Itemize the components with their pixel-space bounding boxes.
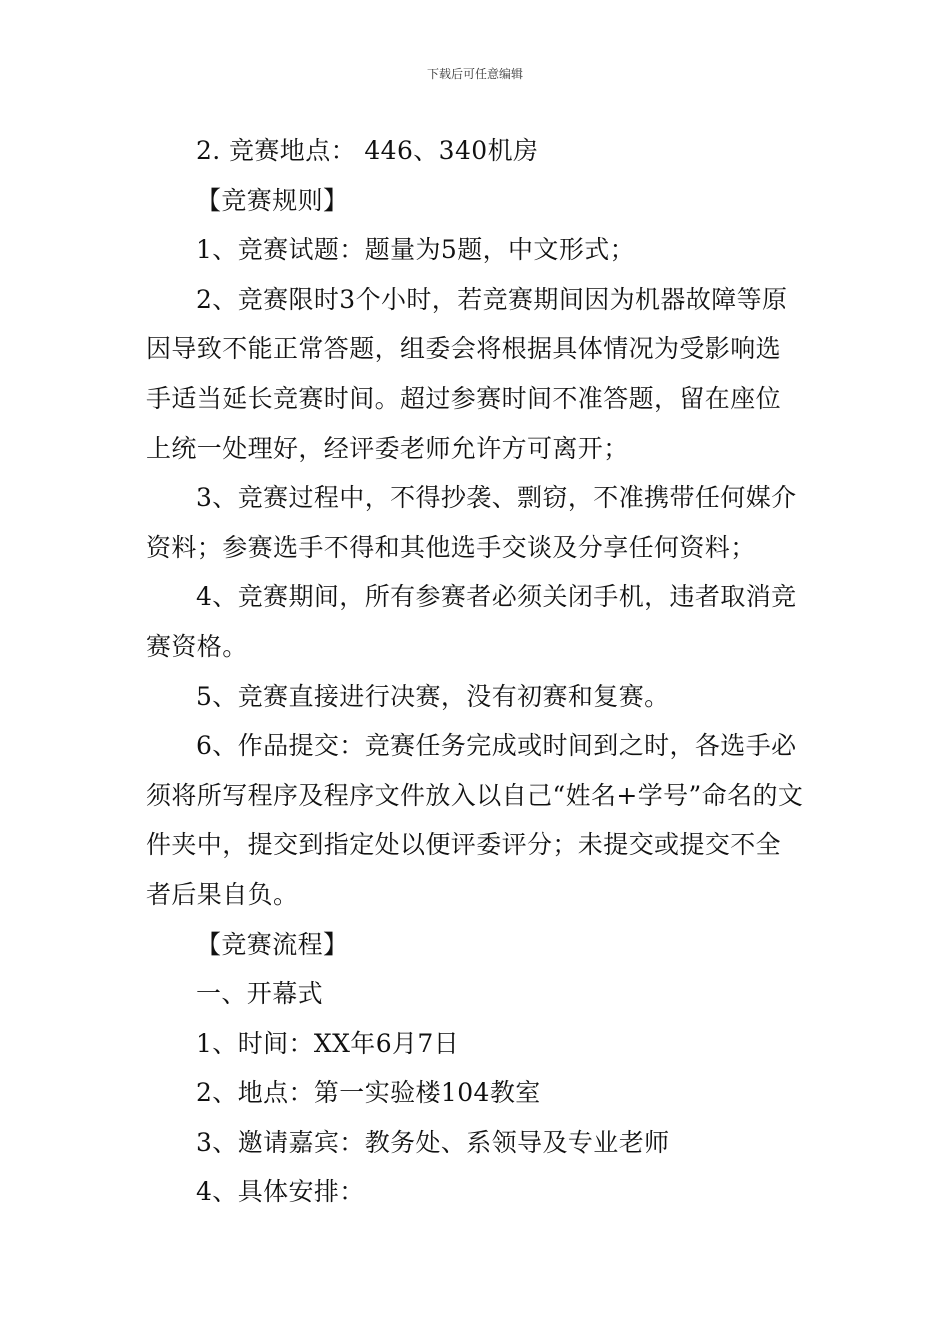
paragraph-opening-ceremony: 一、开幕式 — [196, 979, 324, 1009]
section-heading-process: 【竞赛流程】 — [196, 929, 349, 959]
paragraph-venue: 2. 竞赛地点： 446、340机房 — [196, 136, 539, 165]
document-body — [146, 126, 806, 1217]
paragraph-rule-6: 6、作品提交：竞赛任务完成或时间到之时，各选手必须将所写程序及程序文件放入以自己“姓名+学号”命名的文件夹中，提交到指定处以便评委评分；未提交或提交不全者后果自负。 — [146, 731, 804, 909]
paragraph-rule-5: 5、竞赛直接进行决赛，没有初赛和复赛。 — [196, 681, 670, 711]
paragraph-arrangement: 4、具体安排： — [196, 1177, 365, 1207]
paragraph-rule-2: 2、竞赛限时3个小时，若竞赛期间因为机器故障等原因导致不能正常答题，组委会将根据具体情况为受影响选手适当延长竞赛时间。超过参赛时间不准答题，留在座位上统一处理好，经评委老师允许方可离开； — [146, 284, 788, 463]
paragraph-rule-1: 1、竞赛试题：题量为5题，中文形式； — [196, 235, 636, 265]
paragraph-location: 2、地点：第一实验楼104教室 — [196, 1078, 541, 1108]
paragraph-guests: 3、邀请嘉宾：教务处、系领导及专业老师 — [196, 1127, 670, 1157]
paragraph-rule-4: 4、竞赛期间，所有参赛者必须关闭手机，违者取消竞赛资格。 — [146, 582, 797, 661]
paragraph-rule-3: 3、竞赛过程中，不得抄袭、剽窃，不准携带任何媒介资料；参赛选手不得和其他选手交谈及分享任何资料； — [146, 483, 797, 562]
page-header-note: 下载后可任意编辑 — [426, 67, 523, 81]
paragraph-time: 1、时间：XX年6月7日 — [196, 1028, 460, 1058]
section-heading-rules: 【竞赛规则】 — [196, 185, 349, 215]
